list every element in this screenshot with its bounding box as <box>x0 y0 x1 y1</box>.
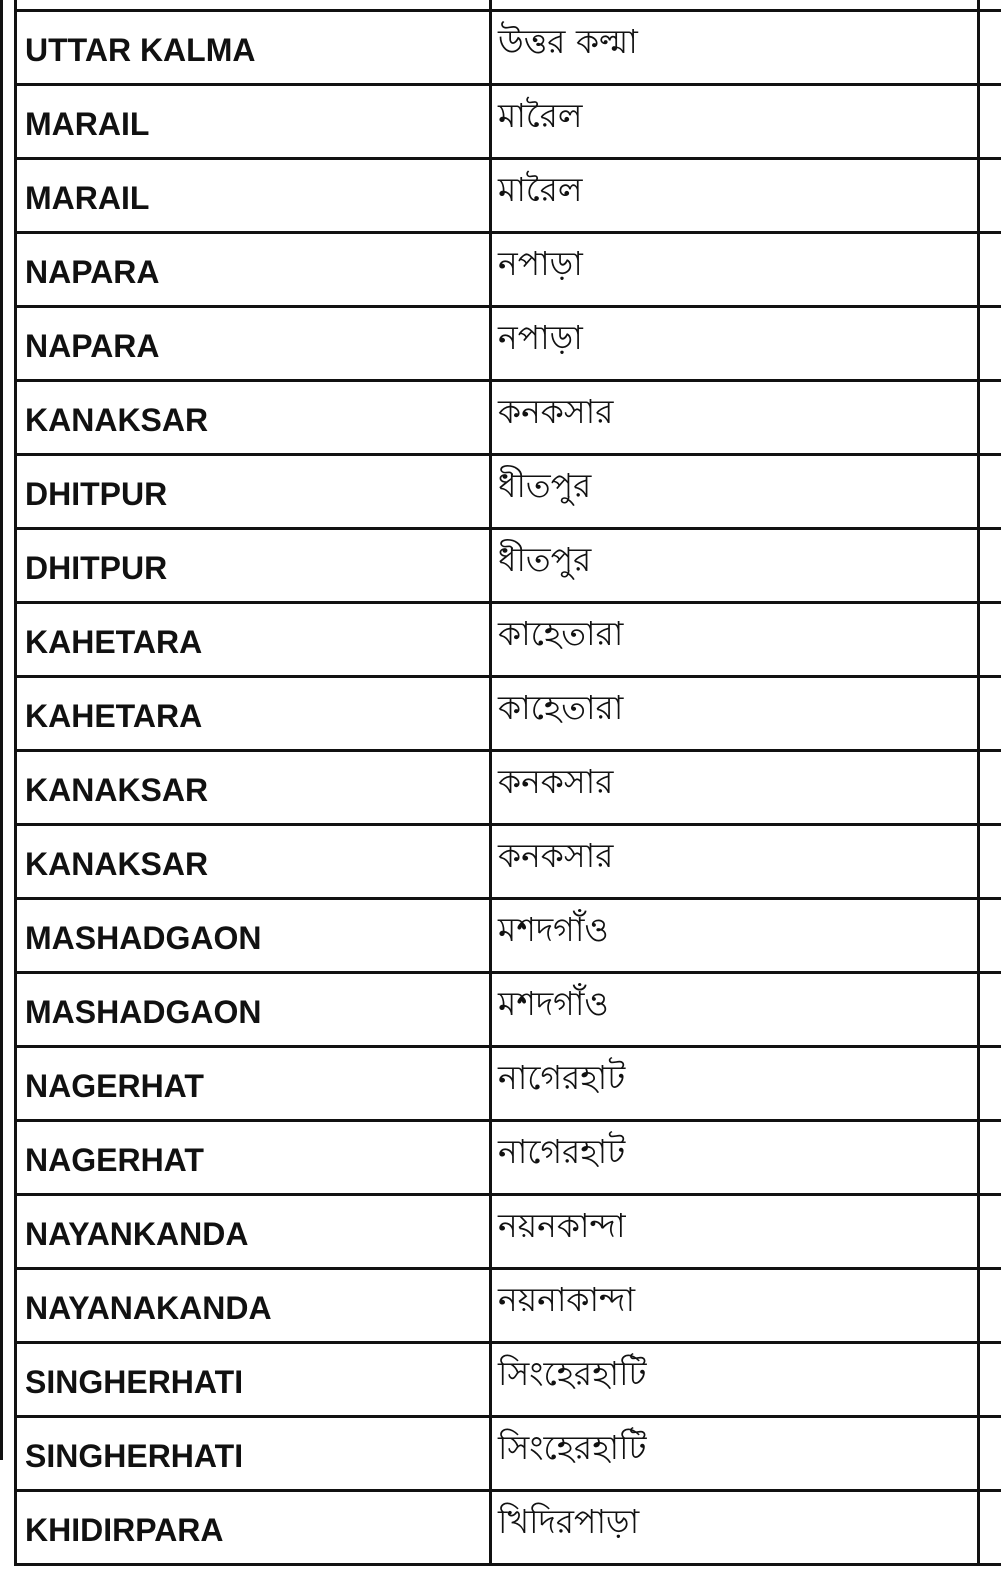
place-name-english-cell: SINGHERHATI <box>16 1343 491 1417</box>
table-row <box>16 529 979 603</box>
table-row <box>16 1417 979 1491</box>
place-name-english-cell: NAPARA <box>16 233 491 307</box>
row-line-extension <box>980 527 1001 530</box>
table-row <box>16 1343 979 1417</box>
place-name-bengali-cell: কনকসার <box>491 381 979 455</box>
right-border-edge <box>980 0 1001 1460</box>
table-row <box>16 1269 979 1343</box>
header-stub-cell-bengali <box>491 0 979 11</box>
row-line-extension <box>980 1563 1001 1566</box>
row-line-extension <box>980 1045 1001 1048</box>
row-line-extension <box>980 1415 1001 1418</box>
place-name-english-cell: KANAKSAR <box>16 751 491 825</box>
row-line-extension <box>980 305 1001 308</box>
place-name-english-cell: NAGERHAT <box>16 1047 491 1121</box>
place-name-bengali-cell: মশদগাঁও <box>491 973 979 1047</box>
table-row <box>16 11 979 85</box>
table-row <box>16 825 979 899</box>
table-row <box>16 603 979 677</box>
place-name-bengali-cell: নাগেরহাট <box>491 1047 979 1121</box>
row-line-extension <box>980 1267 1001 1270</box>
place-name-bengali-cell: নাগেরহাট <box>491 1121 979 1195</box>
row-line-extension <box>980 453 1001 456</box>
place-name-bengali-cell: কনকসার <box>491 751 979 825</box>
table-row <box>16 1491 979 1565</box>
row-line-extension <box>980 231 1001 234</box>
place-name-bengali-cell: সিংহেরহাটি <box>491 1417 979 1491</box>
place-name-english-cell: NAYANAKANDA <box>16 1269 491 1343</box>
row-line-extension <box>980 83 1001 86</box>
place-name-bengali-cell: কাহেতারা <box>491 677 979 751</box>
place-name-english-cell: KANAKSAR <box>16 825 491 899</box>
place-name-english-cell: KANAKSAR <box>16 381 491 455</box>
row-line-extension <box>980 749 1001 752</box>
row-line-extension <box>980 1341 1001 1344</box>
row-line-extension <box>980 601 1001 604</box>
place-name-english-cell: MASHADGAON <box>16 899 491 973</box>
table-row <box>16 233 979 307</box>
place-name-bengali-cell: নয়নকান্দা <box>491 1195 979 1269</box>
place-name-english-cell: MASHADGAON <box>16 973 491 1047</box>
table-row <box>16 307 979 381</box>
row-line-extension <box>980 823 1001 826</box>
place-name-bengali-cell: সিংহেরহাটি <box>491 1343 979 1417</box>
place-name-bengali-cell: মারৈল <box>491 159 979 233</box>
place-name-bengali-cell: কাহেতারা <box>491 603 979 677</box>
row-line-extension <box>980 897 1001 900</box>
table-row <box>16 381 979 455</box>
place-name-english-cell: NAYANKANDA <box>16 1195 491 1269</box>
place-name-bengali-cell: মশদগাঁও <box>491 899 979 973</box>
place-name-english-cell: DHITPUR <box>16 529 491 603</box>
place-name-english-cell: SINGHERHATI <box>16 1417 491 1491</box>
table-body <box>16 0 979 1565</box>
place-name-english-cell: KAHETARA <box>16 677 491 751</box>
place-name-english-cell: MARAIL <box>16 85 491 159</box>
row-line-extension <box>980 379 1001 382</box>
place-name-english-cell: KHIDIRPARA <box>16 1491 491 1565</box>
place-name-bengali-cell: নয়নাকান্দা <box>491 1269 979 1343</box>
place-name-bengali-cell: ধীতপুর <box>491 529 979 603</box>
place-name-bengali-cell: ধীতপুর <box>491 455 979 529</box>
left-border-edge <box>0 0 3 1460</box>
row-line-extension <box>980 9 1001 12</box>
place-name-english-cell: UTTAR KALMA <box>16 11 491 85</box>
row-line-extension <box>980 675 1001 678</box>
row-line-extension <box>980 157 1001 160</box>
table-row <box>16 1047 979 1121</box>
place-name-bengali-cell: খিদিরপাড়া <box>491 1491 979 1565</box>
table-row <box>16 455 979 529</box>
table-row <box>16 1195 979 1269</box>
place-name-bengali-cell: কনকসার <box>491 825 979 899</box>
place-name-english-cell: DHITPUR <box>16 455 491 529</box>
table-row <box>16 973 979 1047</box>
place-name-bengali-cell: মারৈল <box>491 85 979 159</box>
table-header-stub-row <box>16 0 979 11</box>
place-name-bengali-cell: নপাড়া <box>491 233 979 307</box>
row-line-extension <box>980 1193 1001 1196</box>
row-line-extension <box>980 1119 1001 1122</box>
place-name-english-cell: NAGERHAT <box>16 1121 491 1195</box>
row-line-extension <box>980 971 1001 974</box>
table-row <box>16 899 979 973</box>
place-name-bengali-cell: উত্তর কল্মা <box>491 11 979 85</box>
table-row <box>16 1121 979 1195</box>
place-name-english-cell: KAHETARA <box>16 603 491 677</box>
table-row <box>16 85 979 159</box>
place-name-english-cell: NAPARA <box>16 307 491 381</box>
table-row <box>16 159 979 233</box>
place-name-bengali-cell: নপাড়া <box>491 307 979 381</box>
header-stub-cell-english <box>16 0 491 11</box>
place-name-english-cell: MARAIL <box>16 159 491 233</box>
row-line-extension <box>980 1489 1001 1492</box>
table-row <box>16 677 979 751</box>
table-row <box>16 751 979 825</box>
place-name-table <box>14 0 980 1566</box>
